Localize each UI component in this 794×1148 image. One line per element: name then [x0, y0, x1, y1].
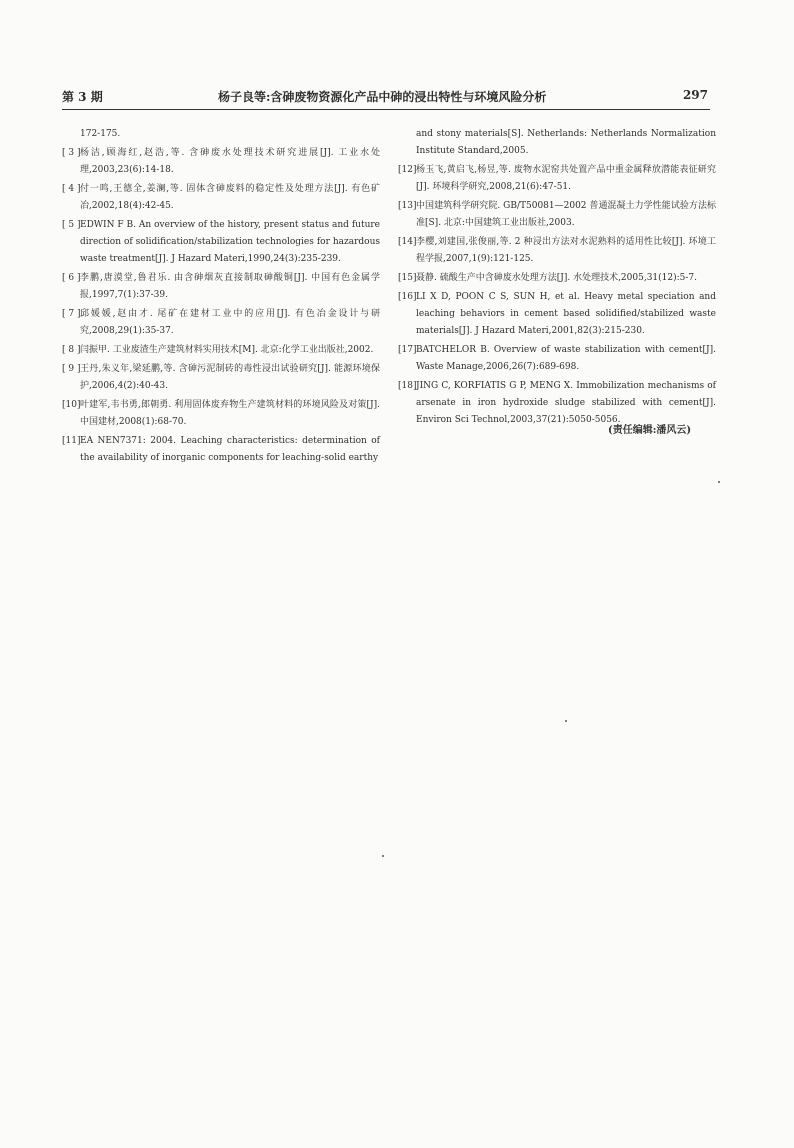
reference-number: [ 9 ] — [62, 364, 81, 374]
running-header — [62, 88, 708, 110]
page-number: 297 — [682, 88, 708, 102]
reference-text: 172-175. — [80, 129, 121, 139]
reference-number: [17] — [398, 345, 417, 355]
running-title: 杨子良等:含砷废物资源化产品中砷的浸出特性与环境风险分析 — [218, 90, 547, 104]
reference-text: EA NEN7371: 2004. Leaching characteristics: determination of the availability of inorganic components for leaching-solid earthy — [80, 436, 380, 463]
reference-text: and stony materials[S]. Netherlands: Netherlands Normalization Institute Standard,2005. — [416, 129, 716, 156]
reference-item — [62, 145, 380, 179]
reference-number: [10] — [62, 400, 81, 410]
scan-speck — [718, 481, 720, 483]
scan-speck — [565, 720, 567, 722]
reference-text: EDWIN F B. An overview of the history, present status and future direction of solidification/stabilization technologies for hazardous waste treatment[J]. J Hazard Materi,1990,24(3):235-239. — [80, 220, 380, 264]
reference-number: [15] — [398, 273, 417, 283]
reference-number: [ 8 ] — [62, 345, 81, 355]
scan-speck — [382, 855, 384, 857]
reference-number: [12] — [398, 165, 417, 175]
reference-text: BATCHELOR B. Overview of waste stabilization with cement[J]. Waste Manage,2006,26(7):689-698. — [416, 345, 716, 372]
reference-number: [16] — [398, 292, 417, 302]
reference-item — [62, 397, 380, 431]
header-rule — [62, 109, 710, 110]
reference-number: [ 4 ] — [62, 184, 81, 194]
reference-item — [62, 433, 380, 467]
reference-item — [398, 162, 716, 196]
reference-item — [62, 270, 380, 304]
reference-number: [13] — [398, 201, 417, 211]
reference-text: 李鹏,唐漠堂,鲁君乐. 由含砷烟灰直接制取砷酸铜[J]. 中国有色金属学报,1997,7(1):37-39. — [80, 273, 380, 300]
reference-number: [11] — [62, 436, 81, 446]
editor-note: (责任编辑:潘风云) — [608, 425, 692, 436]
reference-number: [ 3 ] — [62, 148, 81, 158]
references-left-column — [62, 126, 380, 469]
reference-number: [18] — [398, 381, 417, 391]
reference-text: 邱媛媛,赵由才. 尾矿在建材工业中的应用[J]. 有色冶金设计与研究,2008,29(1):35-37. — [80, 309, 380, 336]
reference-text: LI X D, POON C S, SUN H, et al. Heavy metal speciation and leaching behaviors in cement based solidified/stabilized waste materials[J]. J Hazard Materi,2001,82(3):215-230. — [416, 292, 716, 336]
references-right-column — [398, 126, 716, 431]
reference-number: [ 6 ] — [62, 273, 81, 283]
reference-text: 闫振甲. 工业废渣生产建筑材料实用技术[M]. 北京:化学工业出版社,2002. — [80, 345, 374, 355]
reference-text: 王丹,朱义年,梁延鹏,等. 含砷污泥制砖的毒性浸出试验研究[J]. 能源环境保护,2006,4(2):40-43. — [80, 364, 380, 391]
reference-item — [398, 289, 716, 340]
reference-item — [398, 126, 716, 160]
reference-item — [62, 181, 380, 215]
reference-item — [62, 342, 380, 359]
reference-text: JING C, KORFIATIS G P, MENG X. Immobilization mechanisms of arsenate in iron hydroxide sludge stabilized with cement[J]. Environ Sci Technol,2003,37(21):5050-5056. — [416, 381, 716, 425]
reference-text: 聂静. 硫酸生产中含砷废水处理方法[J]. 水处理技术,2005,31(12):5-7. — [416, 273, 698, 283]
reference-item — [62, 361, 380, 395]
reference-item — [62, 126, 380, 143]
reference-text: 李樱,刘建国,张俊丽,等. 2 种浸出方法对水泥熟料的适用性比较[J]. 环境工程学报,2007,1(9):121-125. — [416, 237, 716, 264]
reference-item — [62, 306, 380, 340]
reference-item — [398, 270, 716, 287]
reference-number: [14] — [398, 237, 417, 247]
reference-number: [ 5 ] — [62, 220, 81, 230]
reference-text: 杨玉飞,黄启飞,杨昱,等. 废物水泥窑共处置产品中重金属释放潜能表征研究[J]. 环境科学研究,2008,21(6):47-51. — [416, 165, 716, 192]
reference-item — [398, 198, 716, 232]
reference-text: 杨洁,顾海红,赵浩,等. 含砷废水处理技术研究进展[J]. 工业水处理,2003,23(6):14-18. — [80, 148, 380, 175]
issue-label: 第 3 期 — [62, 90, 103, 104]
reference-text: 叶建军,韦书勇,郎朝勇. 利用固体废弃物生产建筑材料的环境风险及对策[J]. 中国建材,2008(1):68-70. — [80, 400, 380, 427]
reference-text: 付一鸣,王德全,姜澜,等. 固体含砷废料的稳定性及处理方法[J]. 有色矿冶,2002,18(4):42-45. — [80, 184, 380, 211]
reference-item — [398, 342, 716, 376]
reference-item — [62, 217, 380, 268]
reference-number: [ 7 ] — [62, 309, 81, 319]
reference-item — [398, 234, 716, 268]
reference-text: 中国建筑科学研究院. GB/T50081—2002 普通混凝土力学性能试验方法标准[S]. 北京:中国建筑工业出版社,2003. — [416, 201, 716, 228]
